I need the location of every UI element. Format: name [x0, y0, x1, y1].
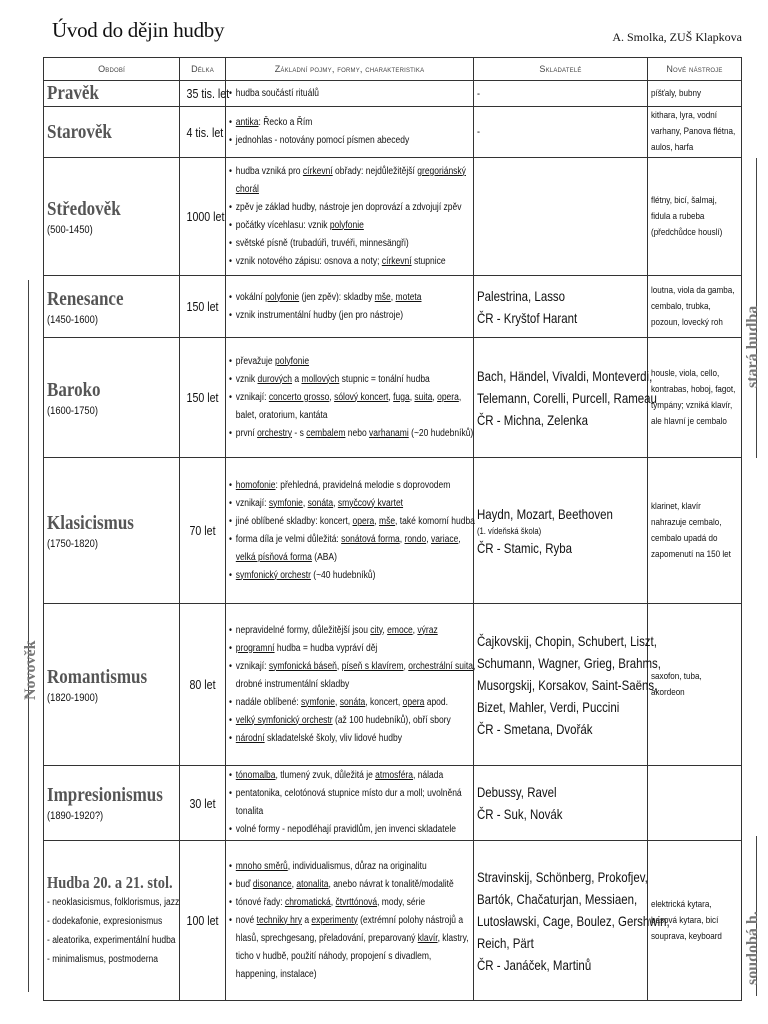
composer-line: Debussy, Ravel — [477, 784, 557, 800]
length-cell — [180, 338, 226, 458]
instruments-text: píšťaly, bubny — [651, 87, 702, 99]
composers-cell — [474, 81, 648, 107]
period-name: Romantismus — [47, 665, 148, 688]
features-cell — [226, 338, 474, 458]
composer-line: ČR - Stamic, Ryba — [477, 539, 573, 556]
feature-item: • zpěv je základ hudby, nástroje jen doprovází a zdvojují zpěv — [229, 199, 475, 217]
feature-item: • vznikají: concerto grosso, sólový koncert, fuga, suita, opera, balet, oratorium, kantáta — [229, 389, 475, 425]
composers-cell — [474, 276, 648, 338]
feature-item: • velký symfonický orchestr (až 100 hudebníků), obří sbory — [229, 712, 475, 730]
table-row — [44, 276, 742, 338]
table-header-row — [44, 58, 742, 81]
col-header-length: Délka — [180, 58, 226, 81]
table-row — [44, 604, 742, 766]
period-length: 150 let — [186, 299, 219, 314]
composers-cell — [474, 107, 648, 158]
composer-line: Bizet, Mahler, Verdi, Puccini — [477, 698, 620, 715]
composer-line: Telemann, Corelli, Purcell, Rameau — [477, 389, 657, 406]
table-row — [44, 107, 742, 158]
feature-item: • vznik durových a mollových stupnic = tonální hudba — [229, 371, 475, 389]
composer-line: - — [477, 126, 481, 138]
period-years: (1750-1820) — [47, 537, 98, 550]
table-row — [44, 841, 742, 1001]
feature-item: • hudba součástí rituálů — [229, 85, 475, 103]
period-name: Starověk — [47, 120, 112, 143]
instruments-cell — [648, 604, 742, 766]
feature-item: • tónomalba, tlumený zvuk, důležitá je atmosféra, nálada — [229, 767, 475, 785]
table-row — [44, 338, 742, 458]
period-cell — [44, 841, 180, 1001]
feature-item: • buď disonance, atonalita, anebo návrat k tonalitě/modalitě — [229, 876, 475, 894]
composer-line: Bartók, Chačaturjan, Messiaen, — [477, 890, 638, 907]
period-name: Pravěk — [47, 82, 99, 104]
composers-cell — [474, 338, 657, 458]
period-name: Středověk — [47, 197, 121, 220]
table-row — [44, 458, 742, 604]
length-cell — [180, 458, 226, 604]
period-name: Klasicismus — [47, 511, 134, 534]
instruments-cell — [648, 766, 742, 841]
features-cell — [226, 604, 474, 766]
feature-item: • národní skladatelské školy, vliv lidové hudby — [229, 730, 475, 748]
length-cell — [180, 841, 226, 1001]
page-title: Úvod do dějin hudby — [52, 18, 225, 42]
period-years: (1450-1600) — [47, 313, 98, 326]
period-name: Baroko — [47, 378, 101, 401]
col-header-composers: Skladatelé — [474, 58, 648, 81]
period-years: (1890-1920?) — [47, 810, 104, 822]
feature-item: • antika: Řecko a Řím — [229, 114, 475, 132]
period-length: 150 let — [186, 390, 219, 405]
period-name: Impresionismus — [47, 784, 163, 806]
period-length: 1000 let — [186, 209, 225, 224]
composer-line: ČR - Smetana, Dvořák — [477, 720, 593, 737]
period-substyle: - aleatorika, experimentální hudba — [47, 934, 176, 946]
features-cell — [226, 81, 474, 107]
instruments-cell — [648, 107, 742, 158]
composer-line: Lutosławski, Cage, Boulez, Gershwin, — [477, 912, 670, 929]
col-header-instruments: Nové nástroje — [648, 58, 742, 81]
period-cell — [44, 604, 180, 766]
feature-item: • forma díla je velmi důležitá: sonátová forma, rondo, variace, velká písňová forma (ABA) — [229, 531, 475, 567]
composer-line: Reich, Pärt — [477, 934, 534, 951]
period-substyle: - minimalismus, postmoderna — [47, 953, 159, 965]
feature-item: • pentatonika, celotónová stupnice místo dur a moll; uvolněná tonalita — [229, 785, 475, 821]
length-cell — [180, 604, 226, 766]
feature-item: • nepravidelné formy, důležitější jsou city, emoce, výraz — [229, 622, 475, 640]
side-label-soudoba: soudobá h. — [744, 911, 761, 985]
feature-item: • počátky vícehlasu: vznik polyfonie — [229, 217, 475, 235]
composer-line: Čajkovskij, Chopin, Schubert, Liszt, — [477, 632, 657, 649]
instruments-text: elektrická kytara, basová kytara, bicí souprava, keyboard — [651, 898, 722, 942]
composer-line: Haydn, Mozart, Beethoven — [477, 505, 613, 522]
composers-cell — [474, 458, 648, 604]
length-cell — [180, 158, 226, 276]
period-substyle: - neoklasicismus, folklorismus, jazz — [47, 896, 180, 908]
feature-item: • jednohlas - notovány pomocí písmen abecedy — [229, 132, 475, 150]
feature-item: • světské písně (trubadúři, truvéři, minnesängři) — [229, 235, 475, 253]
period-years: (1820-1900) — [47, 691, 98, 704]
feature-item: • vznikají: symfonie, sonáta, smyčcový kvartet — [229, 495, 475, 513]
composer-line: (1. vídeňská škola) — [477, 525, 542, 536]
feature-item: • vznik instrumentální hudby (jen pro nástroje) — [229, 307, 475, 325]
table-row — [44, 81, 742, 107]
features-cell — [226, 158, 474, 276]
instruments-text: klarinet, klavír nahrazuje cembalo, cembalo upadá do zapomenutí na 150 let — [651, 500, 731, 560]
composers-cell — [474, 158, 648, 276]
instruments-text: kithara, lyra, vodní varhany, Panova flétna, aulos, harfa — [651, 110, 736, 153]
side-label-stara: stará hudba — [744, 305, 761, 388]
author-line: A. Smolka, ZUŠ Klapkova — [612, 30, 742, 44]
period-substyle: - dodekafonie, expresionismus — [47, 915, 163, 927]
period-length: 70 let — [189, 523, 216, 538]
composer-line: Palestrina, Lasso — [477, 287, 566, 304]
features-cell — [226, 107, 474, 158]
period-cell — [44, 276, 180, 338]
period-length: 80 let — [189, 677, 216, 692]
composer-line: ČR - Janáček, Martinů — [477, 956, 592, 973]
feature-item: • homofonie: přehledná, pravidelná melodie s doprovodem — [229, 477, 475, 495]
composer-line: - — [477, 87, 481, 100]
side-label-novovek: Novověk — [22, 640, 39, 700]
instruments-cell — [648, 841, 742, 1001]
instruments-cell — [648, 458, 742, 604]
period-length: 30 let — [189, 795, 216, 811]
period-cell — [44, 107, 180, 158]
composer-line: Stravinskij, Schönberg, Prokofjev, — [477, 868, 648, 885]
instruments-cell — [648, 158, 742, 276]
period-cell — [44, 81, 180, 107]
feature-item: • vznik notového zápisu: osnova a noty; církevní stupnice — [229, 253, 475, 271]
composer-line: Musorgskij, Korsakov, Saint-Saëns, — [477, 676, 658, 693]
composers-cell — [474, 604, 661, 766]
period-name: Renesance — [47, 287, 124, 310]
length-cell — [180, 766, 226, 841]
composer-line: ČR - Suk, Novák — [477, 806, 563, 822]
col-header-period: Období — [44, 58, 180, 81]
period-length: 100 let — [186, 913, 219, 928]
composer-line: ČR - Kryštof Harant — [477, 309, 578, 326]
instruments-cell — [648, 338, 742, 458]
features-cell — [226, 841, 474, 1001]
instruments-cell — [648, 276, 742, 338]
composer-line: ČR - Michna, Zelenka — [477, 411, 589, 428]
feature-item: • nadále oblíbené: symfonie, sonáta, koncert, opera apod. — [229, 694, 475, 712]
feature-item: • první orchestry - s cembalem nebo varhanami (~20 hudebníků) — [229, 425, 475, 443]
feature-item: • jiné oblíbené skladby: koncert, opera, mše, také komorní hudba — [229, 513, 475, 531]
period-cell — [44, 338, 180, 458]
feature-item: • hudba vzniká pro církevní obřady: nejdůležitější gregoriánský chorál — [229, 163, 475, 199]
features-cell — [226, 458, 474, 604]
feature-item: • převažuje polyfonie — [229, 353, 475, 371]
feature-item: • tónové řady: chromatická, čtvrttónová, mody, série — [229, 894, 475, 912]
instruments-text: loutna, viola da gamba, cembalo, trubka, pozoun, lovecký roh — [651, 284, 735, 328]
instruments-cell — [648, 81, 742, 107]
feature-item: • vokální polyfonie (jen zpěv): skladby mše, moteta — [229, 289, 475, 307]
col-header-features: Základní pojmy, formy, charakteristika — [226, 58, 474, 81]
instruments-text: saxofon, tuba, akordeon — [651, 670, 702, 698]
period-years: (500-1450) — [47, 223, 93, 236]
composer-line: Schumann, Wagner, Grieg, Brahms, — [477, 654, 661, 671]
features-cell — [226, 766, 474, 841]
feature-item: • nové techniky hry a experimenty (extrémní polohy nástrojů a hlasů, sprechgesang, přeladování, preparovaný klavír, klastry, ticho v hudbě, použití náhody, propojení s divadlem, happening, instalace) — [229, 912, 475, 984]
table-row — [44, 766, 742, 841]
length-cell — [180, 107, 226, 158]
period-years: (1600-1750) — [47, 404, 98, 417]
period-cell — [44, 158, 180, 276]
composers-cell — [474, 841, 670, 1001]
instruments-text: flétny, bicí, šalmaj, fidula a rubeba (předchůdce houslí) — [651, 194, 723, 238]
period-length: 4 tis. let — [186, 124, 224, 140]
composer-line: Bach, Händel, Vivaldi, Monteverdi, — [477, 367, 653, 384]
period-length: 35 tis. let — [186, 86, 230, 101]
feature-item: • volné formy - nepodléhají pravidlům, jen invenci skladatele — [229, 821, 475, 839]
length-cell — [180, 276, 226, 338]
instruments-text: housle, viola, cello, kontrabas, hoboj, fagot, tympány; vzniká klavír, ale hlavní je cembalo — [651, 367, 736, 427]
feature-item: • vznikají: symfonická báseň, píseň s klavírem, orchestrální suita, drobné instrumentální skladby — [229, 658, 475, 694]
length-cell — [180, 81, 230, 107]
period-name: Hudba 20. a 21. stol. — [47, 872, 173, 892]
composers-cell — [474, 766, 648, 841]
feature-item: • programní hudba = hudba vypráví děj — [229, 640, 475, 658]
feature-item: • symfonický orchestr (~40 hudebníků) — [229, 567, 475, 585]
features-cell — [226, 276, 474, 338]
history-table — [43, 57, 742, 1001]
period-cell — [44, 458, 180, 604]
table-row — [44, 158, 742, 276]
feature-item: • mnoho směrů, individualismus, důraz na originalitu — [229, 858, 475, 876]
bracket-novovek — [28, 280, 29, 992]
period-cell — [44, 766, 180, 841]
